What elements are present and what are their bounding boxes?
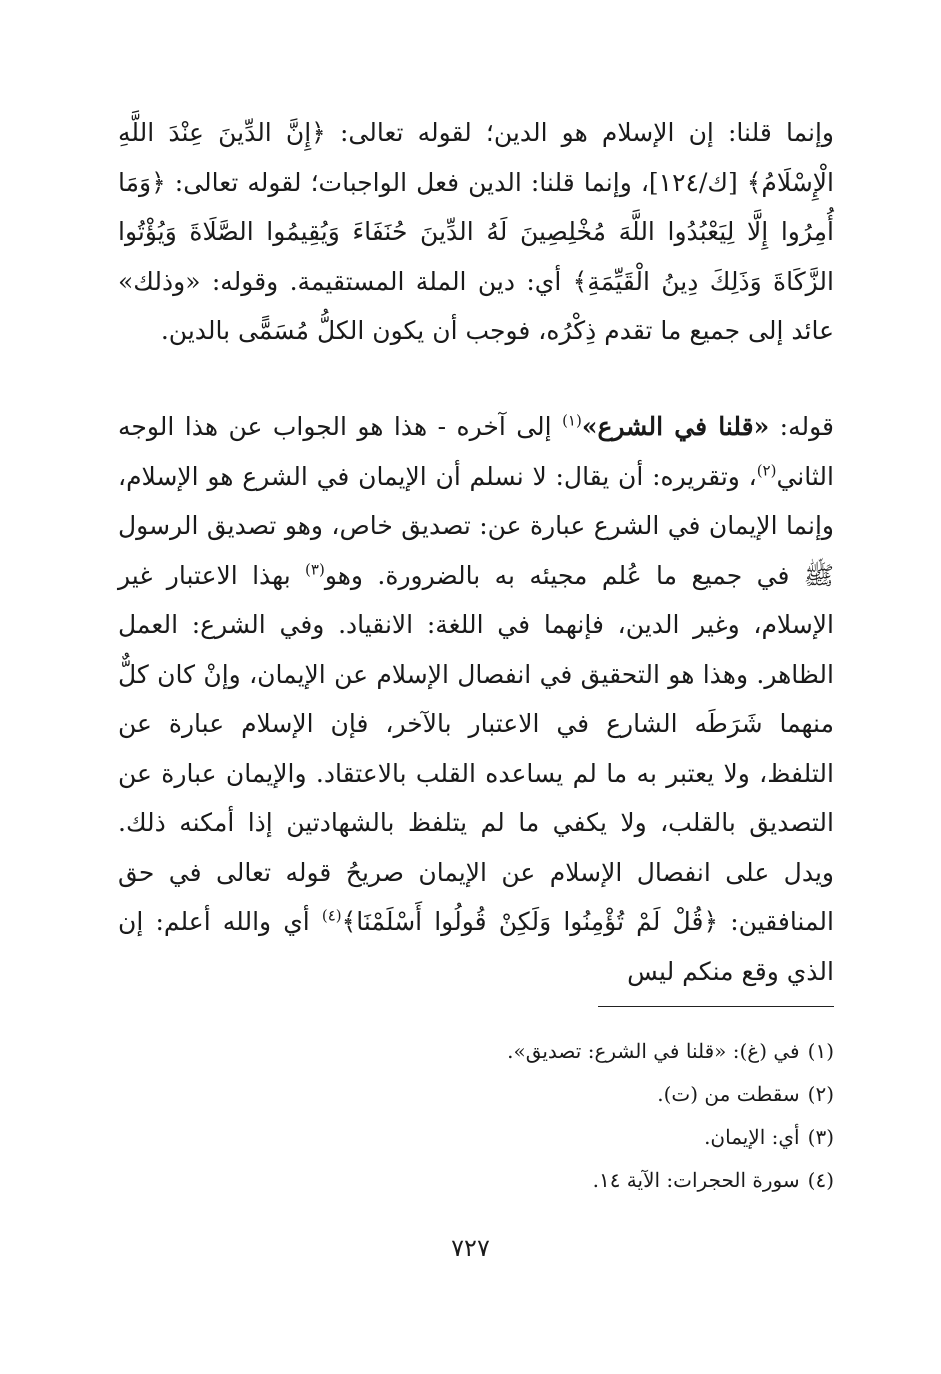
footnote-number: (١) — [807, 1039, 834, 1063]
paragraph-2 — [118, 402, 834, 996]
paragraph-2-lead: «قلنا في الشرع» — [581, 412, 770, 441]
footnote-item — [118, 1159, 834, 1202]
footnote-ref-3[interactable]: (٣) — [305, 560, 325, 579]
footnote-item — [118, 1116, 834, 1159]
paragraph-1 — [118, 108, 834, 356]
footnote-ref-2[interactable]: (٢) — [756, 461, 777, 480]
footnote-number: (٤) — [807, 1168, 834, 1192]
footnote-text: سقطت من (ت). — [657, 1082, 800, 1106]
paragraph-2-part-1: إلى آخره - هذا هو الجواب عن هذا الوجه الثاني — [118, 412, 834, 491]
footnote-number: (٣) — [807, 1125, 834, 1149]
footnote-divider — [598, 1006, 834, 1007]
paragraph-2-part-4: أي والله أعلم: إن الذي وقع منكم ليس — [118, 907, 834, 986]
page-number: ٧٢٧ — [451, 1234, 490, 1262]
footnote-item — [118, 1073, 834, 1116]
footnote-ref-1[interactable]: (١) — [562, 411, 582, 430]
paragraph-2-part-2: ، وتقريره: أن يقال: لا نسلم أن الإيمان في الشرع هو الإسلام، وإنما الإيمان في الشرع عبارة عن: تصديق خاص، وهو تصديق الرسول ﷺ في جميع ما عُلم مجيئه به بالضرورة. وهو — [118, 461, 834, 590]
footnote-item — [118, 1030, 834, 1073]
footnote-text: سورة الحجرات: الآية ١٤. — [592, 1168, 800, 1192]
footnotes — [118, 1030, 834, 1202]
paragraph-2-prefix: قوله: — [769, 412, 834, 441]
footnote-ref-4[interactable]: (٤) — [321, 906, 342, 925]
footnote-text: أي: الإيمان. — [704, 1125, 800, 1149]
paragraph-2-part-3: بهذا الاعتبار غير الإسلام، وغير الدين، فإنهما في اللغة: الانقياد. وفي الشرع: العمل الظاهر. وهذا هو التحقيق في انفصال الإسلام عن الإيمان، وإنْ كان كلٌّ منهما شَرَطَه الشارع في الاعتبار بالآخر، فإن الإسلام عبارة عن التلفظ، ولا يعتبر به ما لم يساعده القلب بالاعتقاد. والإيمان عبارة عن التصديق بالقلب، ولا يكفي ما لم يتلفظ بالشهادتين إذا أمكنه ذلك. ويدل على انفصال الإسلام عن الإيمان صريحُ قوله تعالى في حق المنافقين: ﴿قُلْ لَمْ تُؤْمِنُوا وَلَكِنْ قُولُوا أَسْلَمْنَا﴾ — [118, 560, 834, 936]
footnote-number: (٢) — [807, 1082, 834, 1106]
paragraph-1-text: وإنما قلنا: إن الإسلام هو الدين؛ لقوله تعالى: ﴿إِنَّ الدِّينَ عِنْدَ اللَّهِ الْإِسْلَامُ﴾ [ك/١٢٤]، وإنما قلنا: الدين فعل الواجبات؛ لقوله تعالى: ﴿وَمَا أُمِرُوا إِلَّا لِيَعْبُدُوا اللَّهَ مُخْلِصِينَ لَهُ الدِّينَ حُنَفَاءَ وَيُقِيمُوا الصَّلَاةَ وَيُؤْتُوا الزَّكَاةَ وَذَلِكَ دِينُ الْقَيِّمَةِ﴾ أي: دين الملة المستقيمة. وقوله: «وذلك» عائد إلى جميع ما تقدم ذِكْرُه، فوجب أن يكون الكلُّ مُسَمًّى بالدين. — [118, 118, 834, 345]
footnote-text: في (غ): «قلنا في الشرع: تصديق». — [507, 1039, 800, 1063]
